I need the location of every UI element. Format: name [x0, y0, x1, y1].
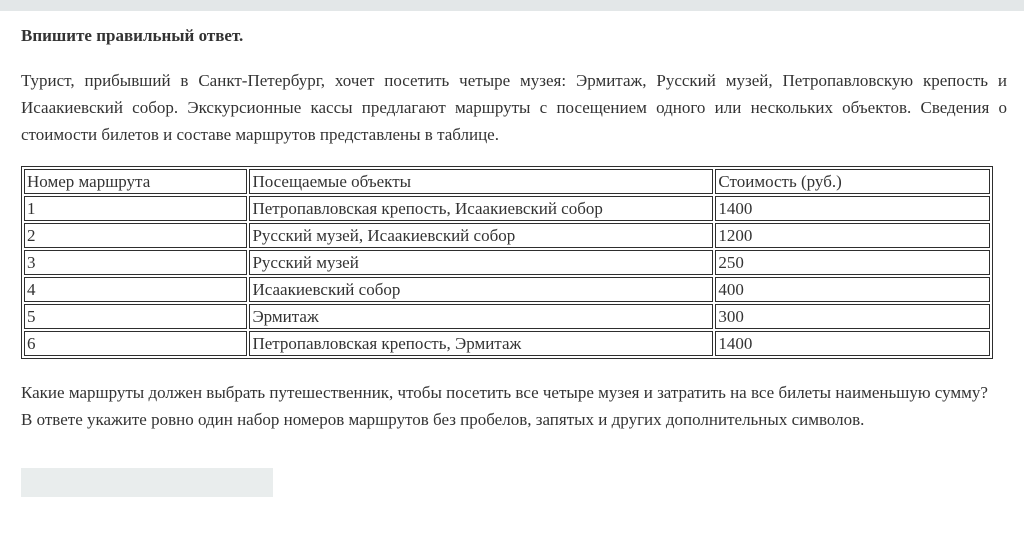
prompt-title: Впишите правильный ответ.: [21, 26, 244, 45]
table-row: [24, 331, 990, 356]
table-row: [24, 196, 990, 221]
route-number-cell: 6: [24, 331, 247, 356]
route-number-cell: 4: [24, 277, 247, 302]
route-number-cell: 2: [24, 223, 247, 248]
task-description: Турист, прибывший в Санкт-Петербург, хочет посетить четыре музея: Эрмитаж, Русский музей, Петропавловскую крепость и Исаакиевский собор. Экскурсионные кассы предлагают маршруты с посещением одного или нескольких объектов. Сведения о стоимости билетов и составе маршрутов представлены в таблице.: [21, 71, 1007, 144]
route-number-cell: 5: [24, 304, 247, 329]
column-header-route-number: Номер маршрута: [24, 169, 247, 194]
route-cost-cell: 1200: [715, 223, 990, 248]
table-row: [24, 304, 990, 329]
question-text: Какие маршруты должен выбрать путешественник, чтобы посетить все четыре музея и затратить на все билеты наименьшую сумму?: [21, 383, 988, 402]
route-objects-cell: Петропавловская крепость, Исаакиевский собор: [249, 196, 713, 221]
route-cost-cell: 300: [715, 304, 990, 329]
question-block: [21, 379, 1007, 433]
table-row: [24, 277, 990, 302]
column-header-cost: Стоимость (руб.): [715, 169, 990, 194]
route-cost-cell: 1400: [715, 331, 990, 356]
routes-table: [21, 166, 993, 359]
route-cost-cell: 1400: [715, 196, 990, 221]
column-header-objects: Посещаемые объекты: [249, 169, 713, 194]
table-row: [24, 250, 990, 275]
route-cost-cell: 250: [715, 250, 990, 275]
route-number-cell: 1: [24, 196, 247, 221]
table-row: [24, 223, 990, 248]
route-cost-cell: 400: [715, 277, 990, 302]
route-objects-cell: Исаакиевский собор: [249, 277, 713, 302]
route-objects-cell: Русский музей, Исаакиевский собор: [249, 223, 713, 248]
route-objects-cell: Эрмитаж: [249, 304, 713, 329]
route-objects-cell: Русский музей: [249, 250, 713, 275]
question-page: [21, 22, 1007, 497]
answer-input[interactable]: [21, 468, 273, 497]
answer-format-note: В ответе укажите ровно один набор номеров маршрутов без пробелов, запятых и других дополнительных символов.: [21, 410, 865, 429]
table-header-row: [24, 169, 990, 194]
route-objects-cell: Петропавловская крепость, Эрмитаж: [249, 331, 713, 356]
route-number-cell: 3: [24, 250, 247, 275]
top-bar: [0, 0, 1024, 11]
